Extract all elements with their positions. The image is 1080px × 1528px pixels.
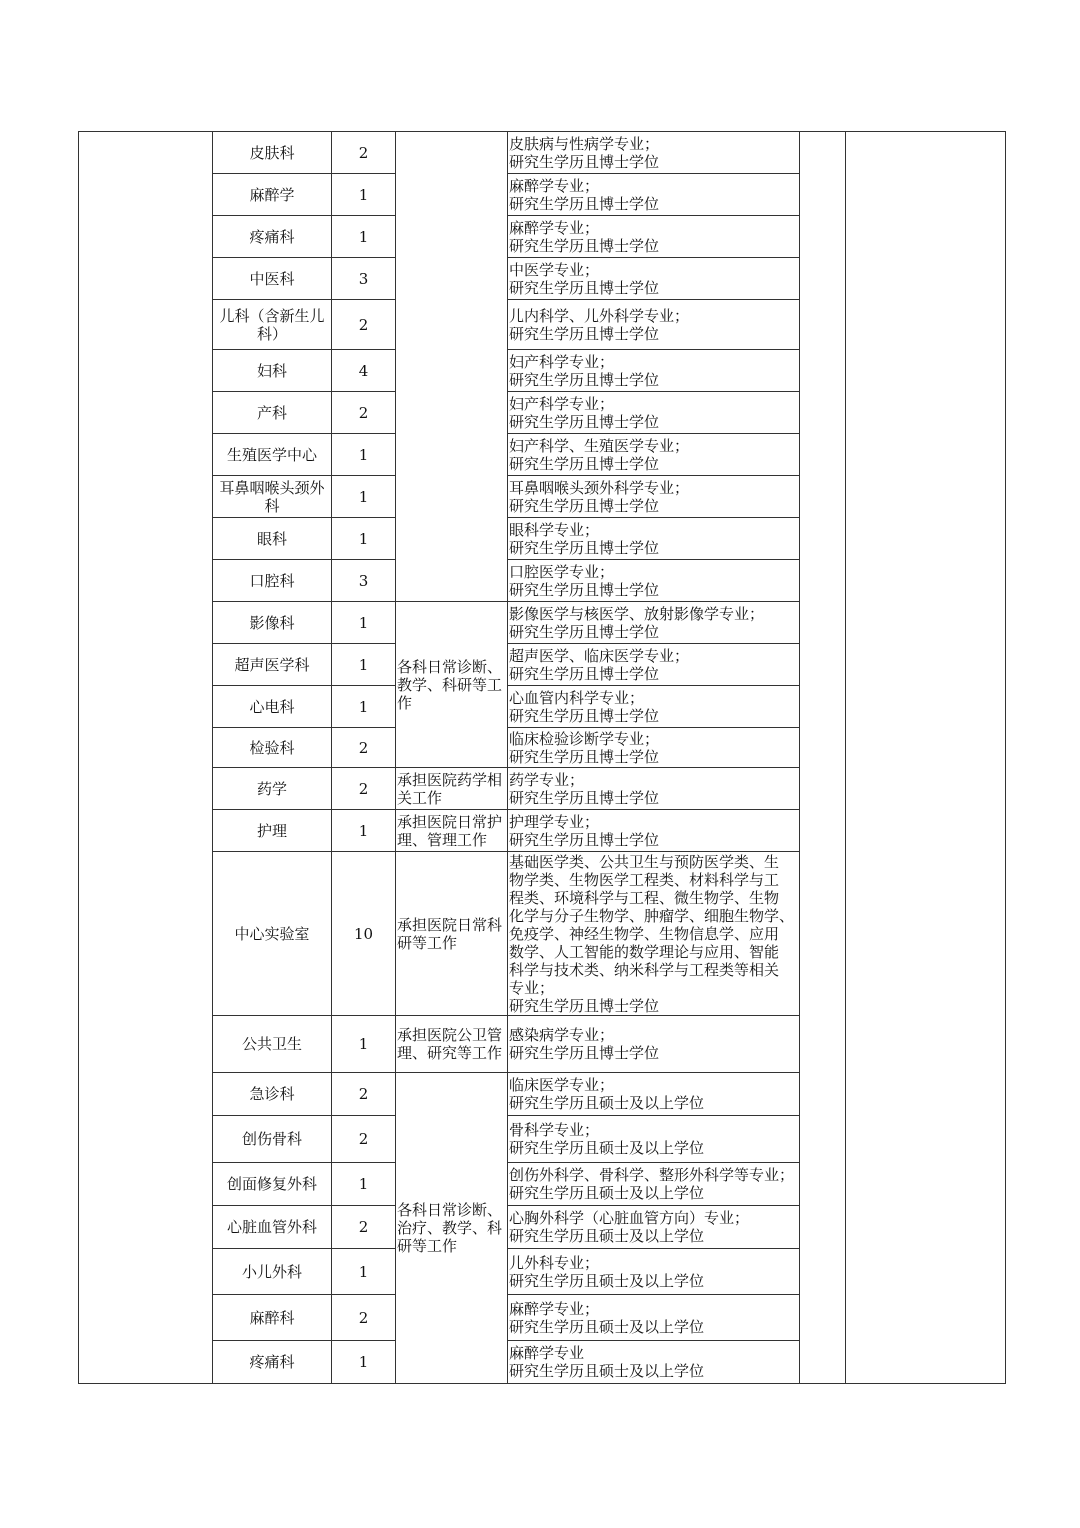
requirement-line: 研究生学历且博士学位 xyxy=(509,664,660,683)
department-name: 急诊科 xyxy=(249,1085,295,1103)
requirement-line: 化学与分子生物学、肿瘤学、细胞生物学、 xyxy=(509,906,795,925)
row-group-cell xyxy=(79,132,213,1384)
headcount-cell: 2 xyxy=(332,300,396,350)
department-name: 产科 xyxy=(256,403,287,422)
department-cell xyxy=(213,560,332,602)
job-duty-cell: 承担医院日常护理、管理工作 xyxy=(396,810,508,852)
requirement-line: 药学专业； xyxy=(509,770,585,789)
headcount-cell: 1 xyxy=(332,1016,396,1073)
job-duty-cell: 承担医院日常科研等工作 xyxy=(396,852,508,1016)
requirement-line: 研究生学历且博士学位 xyxy=(509,324,660,343)
requirement-line: 研究生学历且博士学位 xyxy=(509,152,660,171)
department-name: 护理 xyxy=(256,821,287,840)
requirement-line: 研究生学历且硕士及以上学位 xyxy=(509,1271,705,1290)
department-name: 小儿外科 xyxy=(241,1262,302,1281)
recruitment-table xyxy=(78,131,1006,1384)
requirement-line: 中医学专业； xyxy=(509,260,600,279)
department-name: 生殖医学中心 xyxy=(226,445,317,464)
job-duty-cell xyxy=(396,132,508,602)
department-cell xyxy=(213,728,332,768)
requirement-line: 研究生学历且博士学位 xyxy=(509,1044,660,1062)
requirement-line: 眼科学专业； xyxy=(509,520,600,539)
department-cell xyxy=(213,1206,332,1249)
job-duty-cell: 各科日常诊断、教学、科研等工作 xyxy=(396,602,508,768)
department-cell xyxy=(213,392,332,434)
department-name: 创面修复外科 xyxy=(226,1175,317,1193)
headcount-cell: 1 xyxy=(332,602,396,644)
requirement-cell xyxy=(508,686,800,728)
requirement-line: 研究生学历且博士学位 xyxy=(509,747,660,766)
requirement-cell xyxy=(508,644,800,686)
department-cell xyxy=(213,1116,332,1163)
requirement-line: 物学类、生物医学工程类、材料科学与工 xyxy=(509,870,780,889)
department-cell xyxy=(213,602,332,644)
requirement-line: 研究生学历且博士学位 xyxy=(509,706,660,725)
requirement-cell xyxy=(508,1016,800,1073)
department-cell xyxy=(213,644,332,686)
department-cell xyxy=(213,300,332,350)
requirement-cell xyxy=(508,1341,800,1384)
extra-column-cell xyxy=(800,132,846,1384)
requirement-cell xyxy=(508,174,800,216)
requirement-line: 研究生学历且博士学位 xyxy=(509,788,660,807)
headcount-cell: 1 xyxy=(332,518,396,560)
requirement-line: 研究生学历且硕士及以上学位 xyxy=(509,1227,705,1245)
department-name: 眼科 xyxy=(256,529,287,548)
department-name: 超声医学科 xyxy=(234,655,310,674)
department-name: 疼痛科 xyxy=(249,227,295,246)
requirement-cell xyxy=(508,300,800,350)
requirement-cell xyxy=(508,1116,800,1163)
department-name: 麻醉学 xyxy=(249,185,295,204)
requirement-cell xyxy=(508,1295,800,1341)
requirement-line: 影像医学与核医学、放射影像学专业； xyxy=(509,604,765,623)
department-name: 麻醉科 xyxy=(249,1308,295,1327)
department-cell xyxy=(213,350,332,392)
requirement-line: 免疫学、神经生物学、生物信息学、应用 xyxy=(509,924,780,943)
requirement-line: 研究生学历且硕士及以上学位 xyxy=(509,1094,705,1112)
requirement-cell xyxy=(508,1163,800,1206)
requirement-cell xyxy=(508,132,800,174)
department-name: 中心实验室 xyxy=(234,924,310,943)
department-cell xyxy=(213,810,332,852)
headcount-cell: 1 xyxy=(332,476,396,518)
requirement-line: 研究生学历且博士学位 xyxy=(509,454,660,473)
department-cell xyxy=(213,1341,332,1384)
table-body xyxy=(79,132,1006,1384)
job-duty-cell: 承担医院公卫管理、研究等工作 xyxy=(396,1016,508,1073)
requirement-cell xyxy=(508,392,800,434)
department-cell xyxy=(213,258,332,300)
requirement-cell xyxy=(508,1249,800,1295)
requirement-line: 研究生学历且硕士及以上学位 xyxy=(509,1362,705,1380)
department-cell xyxy=(213,518,332,560)
headcount-cell: 2 xyxy=(332,1073,396,1116)
requirement-line: 临床医学专业； xyxy=(509,1076,615,1094)
requirement-cell xyxy=(508,728,800,768)
requirement-cell xyxy=(508,1206,800,1249)
requirement-line: 程类、环境科学与工程、微生物学、生物 xyxy=(509,888,780,907)
requirement-cell xyxy=(508,476,800,518)
requirement-line: 科学与技术类、纳米科学与工程类等相关 xyxy=(509,960,780,979)
department-name: 中医科 xyxy=(249,269,295,288)
headcount-cell: 3 xyxy=(332,258,396,300)
department-name: 耳鼻咽喉头颈外科 xyxy=(219,478,325,515)
requirement-cell xyxy=(508,518,800,560)
requirement-line: 研究生学历且博士学位 xyxy=(509,580,660,599)
requirement-line: 感染病学专业； xyxy=(509,1026,615,1044)
requirement-line: 麻醉学专业； xyxy=(509,1299,600,1318)
requirement-line: 皮肤病与性病学专业； xyxy=(509,134,660,153)
requirement-line: 研究生学历且博士学位 xyxy=(509,278,660,297)
headcount-cell: 2 xyxy=(332,1116,396,1163)
headcount-cell: 1 xyxy=(332,216,396,258)
requirement-cell xyxy=(508,216,800,258)
requirement-line: 研究生学历且硕士及以上学位 xyxy=(509,1184,705,1202)
requirement-line: 麻醉学专业 xyxy=(509,1344,585,1362)
department-cell xyxy=(213,1249,332,1295)
requirement-cell xyxy=(508,768,800,810)
department-cell xyxy=(213,768,332,810)
requirement-line: 耳鼻咽喉头颈外科学专业； xyxy=(509,478,690,497)
headcount-cell: 2 xyxy=(332,132,396,174)
department-cell xyxy=(213,216,332,258)
headcount-cell: 4 xyxy=(332,350,396,392)
department-cell xyxy=(213,434,332,476)
requirement-line: 心血管内科学专业； xyxy=(509,688,645,707)
requirement-line: 儿外科专业； xyxy=(509,1253,600,1272)
requirement-cell xyxy=(508,810,800,852)
requirement-line: 妇产科学专业； xyxy=(509,394,615,413)
department-cell xyxy=(213,1295,332,1341)
headcount-cell: 3 xyxy=(332,560,396,602)
requirement-line: 护理学专业； xyxy=(509,812,600,831)
headcount-cell: 2 xyxy=(332,768,396,810)
job-duty-cell: 各科日常诊断、治疗、教学、科研等工作 xyxy=(396,1073,508,1384)
job-duty-cell: 承担医院药学相关工作 xyxy=(396,768,508,810)
department-name: 公共卫生 xyxy=(241,1035,302,1053)
requirement-line: 研究生学历且博士学位 xyxy=(509,538,660,557)
headcount-cell: 2 xyxy=(332,1295,396,1341)
department-name: 创伤骨科 xyxy=(241,1130,302,1148)
requirement-cell xyxy=(508,258,800,300)
department-name: 口腔科 xyxy=(249,571,295,590)
department-cell xyxy=(213,174,332,216)
department-name: 心电科 xyxy=(249,697,295,716)
requirement-line: 研究生学历且博士学位 xyxy=(509,996,660,1015)
department-cell xyxy=(213,1163,332,1206)
department-cell xyxy=(213,852,332,1016)
requirement-line: 超声医学、临床医学专业； xyxy=(509,646,690,665)
department-name: 皮肤科 xyxy=(249,143,295,162)
requirement-cell xyxy=(508,852,800,1016)
requirement-line: 妇产科学、生殖医学专业； xyxy=(509,436,690,455)
requirement-line: 研究生学历且博士学位 xyxy=(509,622,660,641)
headcount-cell: 1 xyxy=(332,686,396,728)
requirement-line: 研究生学历且博士学位 xyxy=(509,412,660,431)
requirement-line: 麻醉学专业； xyxy=(509,176,600,195)
headcount-cell: 1 xyxy=(332,810,396,852)
requirement-cell xyxy=(508,1073,800,1116)
department-cell xyxy=(213,1016,332,1073)
headcount-cell: 1 xyxy=(332,644,396,686)
requirement-line: 基础医学类、公共卫生与预防医学类、生 xyxy=(509,852,780,871)
requirement-cell xyxy=(508,350,800,392)
requirement-line: 研究生学历且硕士及以上学位 xyxy=(509,1317,705,1336)
requirement-line: 研究生学历且博士学位 xyxy=(509,370,660,389)
department-name: 心脏血管外科 xyxy=(226,1218,317,1236)
requirement-line: 儿内科学、儿外科学专业； xyxy=(509,306,690,325)
headcount-cell: 2 xyxy=(332,392,396,434)
headcount-cell: 1 xyxy=(332,1163,396,1206)
requirement-line: 麻醉学专业； xyxy=(509,218,600,237)
department-cell xyxy=(213,1073,332,1116)
table-row xyxy=(79,132,1006,174)
requirement-line: 口腔医学专业； xyxy=(509,562,615,581)
headcount-cell: 10 xyxy=(332,852,396,1016)
headcount-cell: 2 xyxy=(332,1206,396,1249)
requirement-line: 研究生学历且博士学位 xyxy=(509,236,660,255)
department-name: 检验科 xyxy=(249,738,295,757)
department-cell xyxy=(213,686,332,728)
department-name: 影像科 xyxy=(249,613,295,632)
requirement-line: 妇产科学专业； xyxy=(509,352,615,371)
requirement-line: 数学、人工智能的数学理论与应用、智能 xyxy=(509,942,780,961)
headcount-cell: 2 xyxy=(332,728,396,768)
department-name: 药学 xyxy=(256,779,287,798)
requirement-line: 心胸外科学（心脏血管方向）专业； xyxy=(509,1209,750,1227)
requirement-line: 研究生学历且博士学位 xyxy=(509,830,660,849)
requirement-cell xyxy=(508,560,800,602)
requirement-line: 研究生学历且博士学位 xyxy=(509,194,660,213)
department-cell xyxy=(213,476,332,518)
requirement-line: 骨科学专业； xyxy=(509,1121,600,1139)
requirement-cell xyxy=(508,602,800,644)
requirement-line: 专业； xyxy=(509,978,555,997)
headcount-cell: 1 xyxy=(332,174,396,216)
requirement-line: 研究生学历且博士学位 xyxy=(509,496,660,515)
department-name: 儿科（含新生儿科） xyxy=(219,306,325,343)
remarks-cell xyxy=(846,132,1006,1384)
department-name: 妇科 xyxy=(256,361,287,380)
requirement-line: 创伤外科学、骨科学、整形外科学等专业； xyxy=(509,1166,795,1184)
headcount-cell: 1 xyxy=(332,1249,396,1295)
department-cell xyxy=(213,132,332,174)
department-name: 疼痛科 xyxy=(249,1353,295,1371)
requirement-line: 临床检验诊断学专业； xyxy=(509,729,660,748)
headcount-cell: 1 xyxy=(332,434,396,476)
headcount-cell: 1 xyxy=(332,1341,396,1384)
requirement-line: 研究生学历且硕士及以上学位 xyxy=(509,1139,705,1157)
requirement-cell xyxy=(508,434,800,476)
